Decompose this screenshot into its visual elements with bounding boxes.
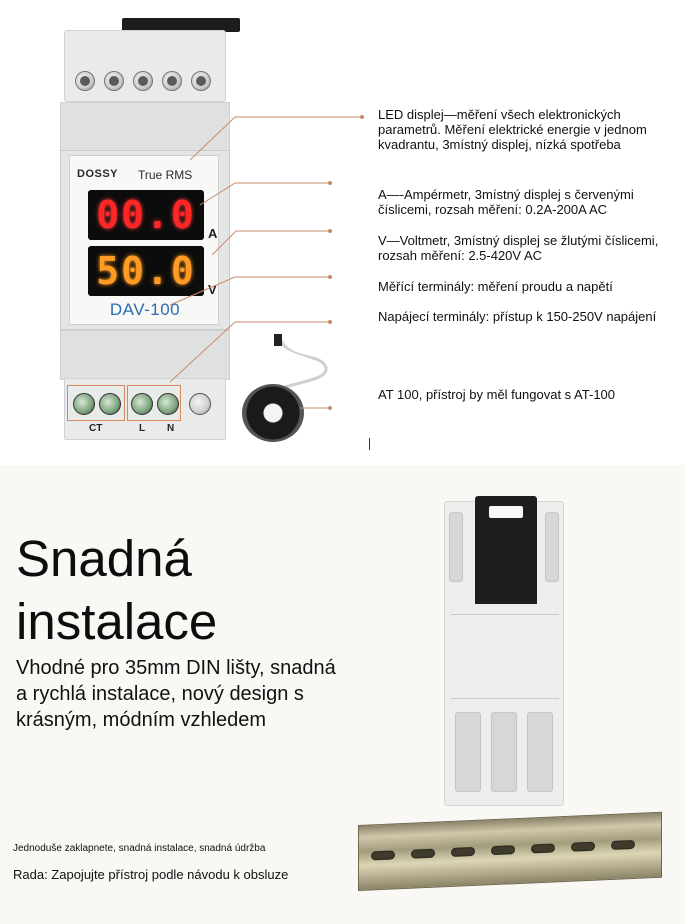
l-terminal-label: L — [139, 423, 146, 434]
din-clip-icon — [475, 496, 537, 604]
rail-slot — [571, 842, 595, 852]
back-bottom-slot-1 — [455, 712, 481, 792]
text-cursor-mark — [369, 438, 370, 450]
rail-slot — [411, 849, 435, 859]
model-label: DAV-100 — [109, 300, 181, 319]
spec-current-transformer: AT 100, přístroj by měl fungovat s AT-100 — [378, 387, 616, 402]
installation-advice: Rada: Zapojujte přístroj podle návodu k obsluze — [13, 867, 289, 882]
back-slot-right — [545, 512, 559, 582]
ct-terminal-label: CT — [89, 423, 103, 434]
spec-ammeter: A—-Ampérmetr, 3místný displej s červenými číslicemi, rozsah měření: 0.2A-200A AC — [378, 187, 634, 217]
rail-slot — [531, 843, 555, 853]
back-slot-left — [449, 512, 463, 582]
volt-display: 50.0 — [88, 246, 204, 296]
installation-title: Snadná instalace — [16, 530, 218, 650]
true-rms-label: True RMS — [138, 168, 193, 182]
rail-slot — [371, 850, 395, 860]
spec-power-terminals: Napájecí terminály: přístup k 150-250V napájení — [378, 309, 657, 324]
spec-measuring-terminals: Měřící terminály: měření proudu a napětí — [378, 279, 613, 294]
volt-unit-label: V — [208, 282, 217, 297]
din-rail-icon — [358, 812, 662, 891]
back-bottom-slot-2 — [491, 712, 517, 792]
installation-section — [0, 465, 685, 924]
back-divider-2 — [451, 698, 559, 699]
back-divider-1 — [451, 614, 559, 615]
device-back-view — [444, 501, 564, 806]
n-terminal-label: N — [167, 423, 175, 434]
ampere-display: 00.0 — [88, 190, 204, 240]
installation-note: Jednoduše zaklapnete, snadná instalace, snadná údržba — [13, 843, 266, 854]
rail-slot — [611, 840, 635, 850]
rail-slot — [451, 847, 475, 857]
spec-voltmeter: V—Voltmetr, 3místný displej se žlutými číslicemi, rozsah měření: 2.5-420V AC — [378, 233, 659, 263]
installation-subtitle: Vhodné pro 35mm DIN lišty, snadná a rychlá instalace, nový design s krásným, módním vzhledem — [16, 657, 336, 731]
rail-slot — [491, 845, 515, 855]
ampere-unit-label: A — [208, 226, 218, 241]
back-bottom-slot-3 — [527, 712, 553, 792]
clip-hole — [489, 506, 523, 518]
spec-led-display: LED displej—měření všech elektronických parametrů. Měření elektrické energie v jednom kvadrantu, 3místný displej, nízká spotřeba — [378, 107, 647, 152]
brand-logo: DOSSY — [77, 168, 119, 180]
